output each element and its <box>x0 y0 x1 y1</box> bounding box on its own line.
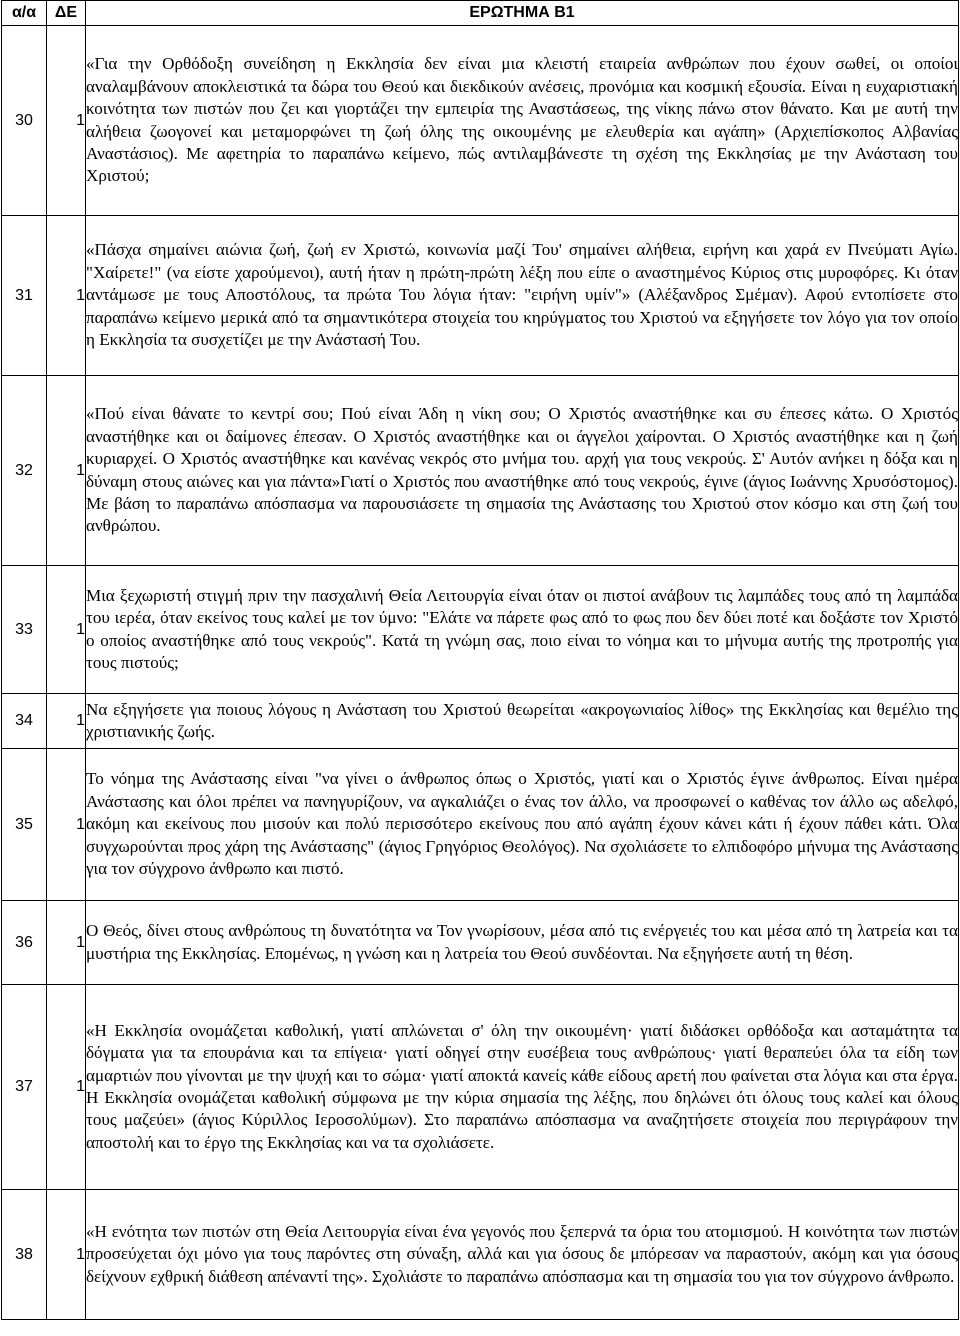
row-de: 1 <box>47 1190 86 1320</box>
row-number: 32 <box>2 376 47 566</box>
table-row <box>2 985 959 1190</box>
question-text: Να εξηγήσετε για ποιους λόγους η Ανάσταση του Χριστού θεωρείται «ακρογωνιαίος λίθος» της Εκκλησίας και θεμέλιο της χριστιανικής ζωής. <box>86 694 959 749</box>
row-de: 1 <box>47 694 86 749</box>
row-number: 36 <box>2 901 47 985</box>
row-number: 37 <box>2 985 47 1190</box>
table-row <box>2 1190 959 1320</box>
question-text: «Πάσχα σημαίνει αιώνια ζωή, ζωή εν Χριστώ, κοινωνία μαζί Του' σημαίνει αλήθεια, ειρήνη και χαρά εν Πνεύματι Αγίω. "Χαίρετε!" (να είστε χαρούμενοι), αυτή ήταν η πρώτη-πρώτη λέξη που είπε ο αναστημένος Κύριος στις μυροφόρες. Κι όταν αντάμωσε με τους Αποστόλους, τα πρώτα Του λόγια ήταν: "ειρήνη υμίν"» (Αλέξανδρος Σμέμαν). Αφού εντοπίσετε στο παραπάνω κείμενο μερικά από τα σημαντικότερα στοιχεία του κηρύγματος του Χριστού να εξηγήσετε τον λόγο για τον οποίο η Εκκλησία τα συσχετίζει με την Ανάστασή Του. <box>86 216 959 376</box>
row-de: 1 <box>47 901 86 985</box>
table-row <box>2 376 959 566</box>
header-row <box>2 1 959 26</box>
header-de: ΔΕ <box>47 1 86 26</box>
table-row <box>2 694 959 749</box>
row-number: 30 <box>2 26 47 216</box>
question-text: «Για την Ορθόδοξη συνείδηση η Εκκλησία δεν είναι μια κλειστή εταιρεία ανθρώπων που έχουν σωθεί, οι οποίοι αναλαμβάνουν αποκλειστικά τα δώρα του Θεού και διεκδικούν ανέσεις, προνόμια και κοσμική εξουσία. Είναι η ευχαριστιακή κοινότητα των πιστών που ζει και γιορτάζει την εμπειρία της Αναστάσεως, της νίκης πάνω στον θάνατο. Και με αυτή την αλήθεια ζωογονεί και μεταμορφώνει τη ζωή όλης της οικουμένης με ελευθερία και αγάπη» (Αρχιεπίσκοπος Αλβανίας Αναστάσιος). Με αφετηρία το παραπάνω κείμενο, πώς αντιλαμβάνεστε τη σχέση της Εκκλησίας με την Ανάσταση του Χριστού; <box>86 26 959 216</box>
questions-table <box>1 0 959 1320</box>
table-row <box>2 901 959 985</box>
row-de: 1 <box>47 985 86 1190</box>
question-text: «Πού είναι θάνατε το κεντρί σου; Πού είναι Άδη η νίκη σου; Ο Χριστός αναστήθηκε και συ έπεσες κάτω. Ο Χριστός αναστήθηκε και οι δαίμονες έπεσαν. Ο Χριστός αναστήθηκε και οι άγγελοι χαίρονται. Ο Χριστός αναστήθηκε και η ζωή κυριαρχεί. Ο Χριστός αναστήθηκε και κανένας νεκρός στο μνήμα του. αρχή για τους νεκρούς. Σ' Αυτόν ανήκει η δόξα και η δύναμη στους αιώνες και για πάντα»Γιατί ο Χριστός που αναστήθηκε από τους νεκρούς, έγινε (άγιος Ιωάννης Χρυσόστομος). Με βάση το παραπάνω απόσπασμα να παρουσιάσετε τη σημασία της Ανάστασης του Χριστού στον κόσμο και στη ζωή του ανθρώπου. <box>86 376 959 566</box>
row-number: 38 <box>2 1190 47 1320</box>
table-row <box>2 749 959 901</box>
question-text: Το νόημα της Ανάστασης είναι "να γίνει ο άνθρωπος όπως ο Χριστός, γιατί και ο Χριστός έγινε άνθρωπος. Είναι ημέρα Ανάστασης και όλοι πρέπει να πανηγυρίζουν, να αγκαλιάζει ο ένας τον άλλο, να προσφωνεί ο καθένας τον άλλο ως αδελφό, ακόμη και εκείνους που μισούν και πολύ περισσότερο εκείνους που από αγάπη έχουν κάνει κάτι ή έχουν πάθει κάτι. Όλα συγχωρούνται προς χάρη της Ανάστασης" (άγιος Γρηγόριος Θεολόγος). Να σχολιάσετε το ελπιδοφόρο μήνυμα της Ανάστασης για τον σύγχρονο άνθρωπο και πιστό. <box>86 749 959 901</box>
header-question: ΕΡΩΤΗΜΑ Β1 <box>86 1 959 26</box>
table-row <box>2 216 959 376</box>
header-number: α/α <box>2 1 47 26</box>
row-de: 1 <box>47 566 86 694</box>
row-number: 35 <box>2 749 47 901</box>
row-de: 1 <box>47 749 86 901</box>
table-row <box>2 566 959 694</box>
row-number: 34 <box>2 694 47 749</box>
row-number: 33 <box>2 566 47 694</box>
question-text: «Η ενότητα των πιστών στη Θεία Λειτουργία είναι ένα γεγονός που ξεπερνά τα όρια του ατομισμού. Η κοινότητα των πιστών προσεύχεται όχι μόνο για τους παρόντες στη σύναξη, αλλά και για όσους δε μπόρεσαν να παραστούν, ακόμη και για όσους δείχνουν εχθρική διάθεση απέναντί της». Σχολιάστε το παραπάνω απόσπασμα και τη σημασία του για τον σύγχρονο άνθρωπο. <box>86 1190 959 1320</box>
question-text: «Η Εκκλησία ονομάζεται καθολική, γιατί απλώνεται σ' όλη την οικουμένη· γιατί διδάσκει ορθόδοξα και ασταμάτητα τα δόγματα για τα επουράνια και τα επίγεια· γιατί οδηγεί στην ευσέβεια τους ανθρώπους· γιατί θεραπεύει όλα τα είδη των αμαρτιών που γίνονται με την ψυχή και το σώμα· γιατί αποκτά κανείς κάθε είδους αρετή που φαίνεται στα λόγια και στα έργα. Η Εκκλησία ονομάζεται καθολική σύμφωνα με την κύρια σημασία της λέξης, που δηλώνει ότι όλους τους καλεί και όλους τους μαζεύει» (άγιος Κύριλλος Ιεροσολύμων). Στο παραπάνω απόσπασμα να αναζητήσετε στοιχεία που περιγράφουν την αποστολή και το έργο της Εκκλησίας και να τα σχολιάσετε. <box>86 985 959 1190</box>
question-text: Μια ξεχωριστή στιγμή πριν την πασχαλινή Θεία Λειτουργία είναι όταν οι πιστοί ανάβουν τις λαμπάδες τους από τη λαμπάδα του ιερέα, όταν εκείνος τους καλεί με τον ύμνο: "Ελάτε να πάρετε φως από το φως που δεν δύει ποτέ και δοξάστε τον Χριστό ο οποίος αναστήθηκε από τους νεκρούς". Κατά τη γνώμη σας, ποιο είναι το νόημα και το μήνυμα αυτής της προτροπής για τους πιστούς; <box>86 566 959 694</box>
row-de: 1 <box>47 376 86 566</box>
row-number: 31 <box>2 216 47 376</box>
row-de: 1 <box>47 26 86 216</box>
row-de: 1 <box>47 216 86 376</box>
question-text: Ο Θεός, δίνει στους ανθρώπους τη δυνατότητα να Τον γνωρίσουν, μέσα από τις ενέργειές του και μέσα από τη λατρεία και τα μυστήρια της Εκκλησίας. Επομένως, η γνώση και η λατρεία του Θεού συνδέονται. Να εξηγήσετε αυτή τη θέση. <box>86 901 959 985</box>
table-row <box>2 26 959 216</box>
